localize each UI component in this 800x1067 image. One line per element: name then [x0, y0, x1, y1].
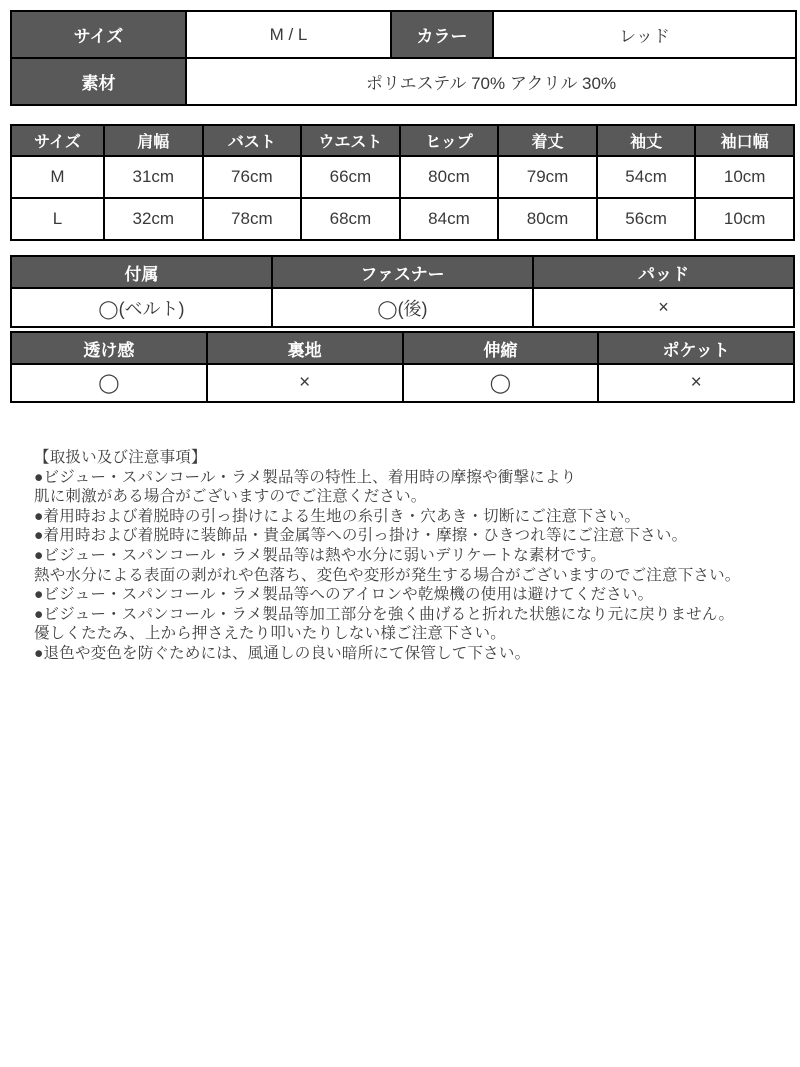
accessory-value-cell: ◯(ベルト): [11, 288, 272, 327]
pad-value-cell: ×: [533, 288, 794, 327]
care-note-line: ●ビジュー・スパンコール・ラメ製品等は熱や水分に弱いデリケートな素材です。: [34, 546, 607, 564]
size-cell: M: [11, 156, 104, 198]
features-table-2: [10, 331, 795, 403]
measurement-header-cell: ヒップ: [400, 125, 499, 156]
measure-cell: 32cm: [104, 198, 203, 240]
measure-cell: 84cm: [400, 198, 499, 240]
measure-cell: 31cm: [104, 156, 203, 198]
color-label-cell: カラー: [391, 11, 493, 58]
material-value-cell: ポリエステル 70% アクリル 30%: [186, 58, 796, 105]
pocket-header-cell: ポケット: [598, 332, 794, 364]
features1-header-row: [11, 256, 794, 288]
care-note-line: 肌に刺激がある場合がございますのでご注意ください。: [34, 488, 427, 506]
size-cell: L: [11, 198, 104, 240]
measure-cell: 76cm: [203, 156, 302, 198]
size-color-row: [11, 11, 796, 58]
measurement-header-cell: バスト: [203, 125, 302, 156]
size-value-cell: M / L: [186, 11, 391, 58]
measurement-row-l: [11, 198, 794, 240]
features2-header-row: [11, 332, 794, 364]
measure-cell: 54cm: [597, 156, 696, 198]
measure-cell: 80cm: [498, 198, 597, 240]
stretch-header-cell: 伸縮: [403, 332, 599, 364]
care-note-line: ●退色や変色を防ぐためには、風通しの良い暗所にて保管して下さい。: [34, 644, 531, 662]
material-row: [11, 58, 796, 105]
size-color-material-table: [10, 10, 797, 106]
measure-cell: 78cm: [203, 198, 302, 240]
measurement-header-cell: 袖口幅: [695, 125, 794, 156]
care-notes-title: 【取扱い及び注意事項】: [34, 449, 207, 466]
pocket-value-cell: ×: [598, 364, 794, 402]
lining-value-cell: ×: [207, 364, 403, 402]
sheerness-value-cell: ◯: [11, 364, 207, 402]
sheerness-header-cell: 透け感: [11, 332, 207, 364]
stretch-value-cell: ◯: [403, 364, 599, 402]
care-note-line: 優しくたたみ、上から押さえたり叩いたりしない様ご注意下さい。: [34, 625, 506, 643]
fastener-header-cell: ファスナー: [272, 256, 533, 288]
measure-cell: 66cm: [301, 156, 400, 198]
care-note-line: ●ビジュー・スパンコール・ラメ製品等へのアイロンや乾燥機の使用は避けてください。: [34, 586, 654, 604]
accessory-header-cell: 付属: [11, 256, 272, 288]
measure-cell: 80cm: [400, 156, 499, 198]
measure-cell: 10cm: [695, 156, 794, 198]
care-note-line: ●着用時および着脱時の引っ掛けによる生地の糸引き・穴あき・切断にご注意下さい。: [34, 507, 641, 525]
material-label-cell: 素材: [11, 58, 186, 105]
measurement-header-cell: 袖丈: [597, 125, 696, 156]
care-notes: [10, 448, 795, 664]
care-note-line: ●ビジュー・スパンコール・ラメ製品等の特性上、着用時の摩擦や衝撃により: [34, 468, 577, 486]
care-note-line: 熱や水分による表面の剥がれや色落ち、変色や変形が発生する場合がございますのでご注意下さい。: [34, 566, 741, 584]
measure-cell: 68cm: [301, 198, 400, 240]
measurement-header-cell: 肩幅: [104, 125, 203, 156]
measurement-header-cell: サイズ: [11, 125, 104, 156]
measurement-header-cell: ウエスト: [301, 125, 400, 156]
size-label-cell: サイズ: [11, 11, 186, 58]
color-value-cell: レッド: [493, 11, 796, 58]
measure-cell: 10cm: [695, 198, 794, 240]
care-note-line: ●ビジュー・スパンコール・ラメ製品等加工部分を強く曲げると折れた状態になり元に戻りません。: [34, 605, 735, 623]
measure-cell: 56cm: [597, 198, 696, 240]
measurement-row-m: [11, 156, 794, 198]
measurement-header-cell: 着丈: [498, 125, 597, 156]
measurement-header-row: [11, 125, 794, 156]
features-table-1: [10, 255, 795, 328]
features1-value-row: [11, 288, 794, 327]
measurement-table: [10, 124, 795, 241]
care-note-line: ●着用時および着脱時に装飾品・貴金属等への引っ掛け・摩擦・ひきつれ等にご注意下さい。: [34, 527, 688, 545]
features2-value-row: [11, 364, 794, 402]
lining-header-cell: 裏地: [207, 332, 403, 364]
fastener-value-cell: ◯(後): [272, 288, 533, 327]
measure-cell: 79cm: [498, 156, 597, 198]
pad-header-cell: パッド: [533, 256, 794, 288]
